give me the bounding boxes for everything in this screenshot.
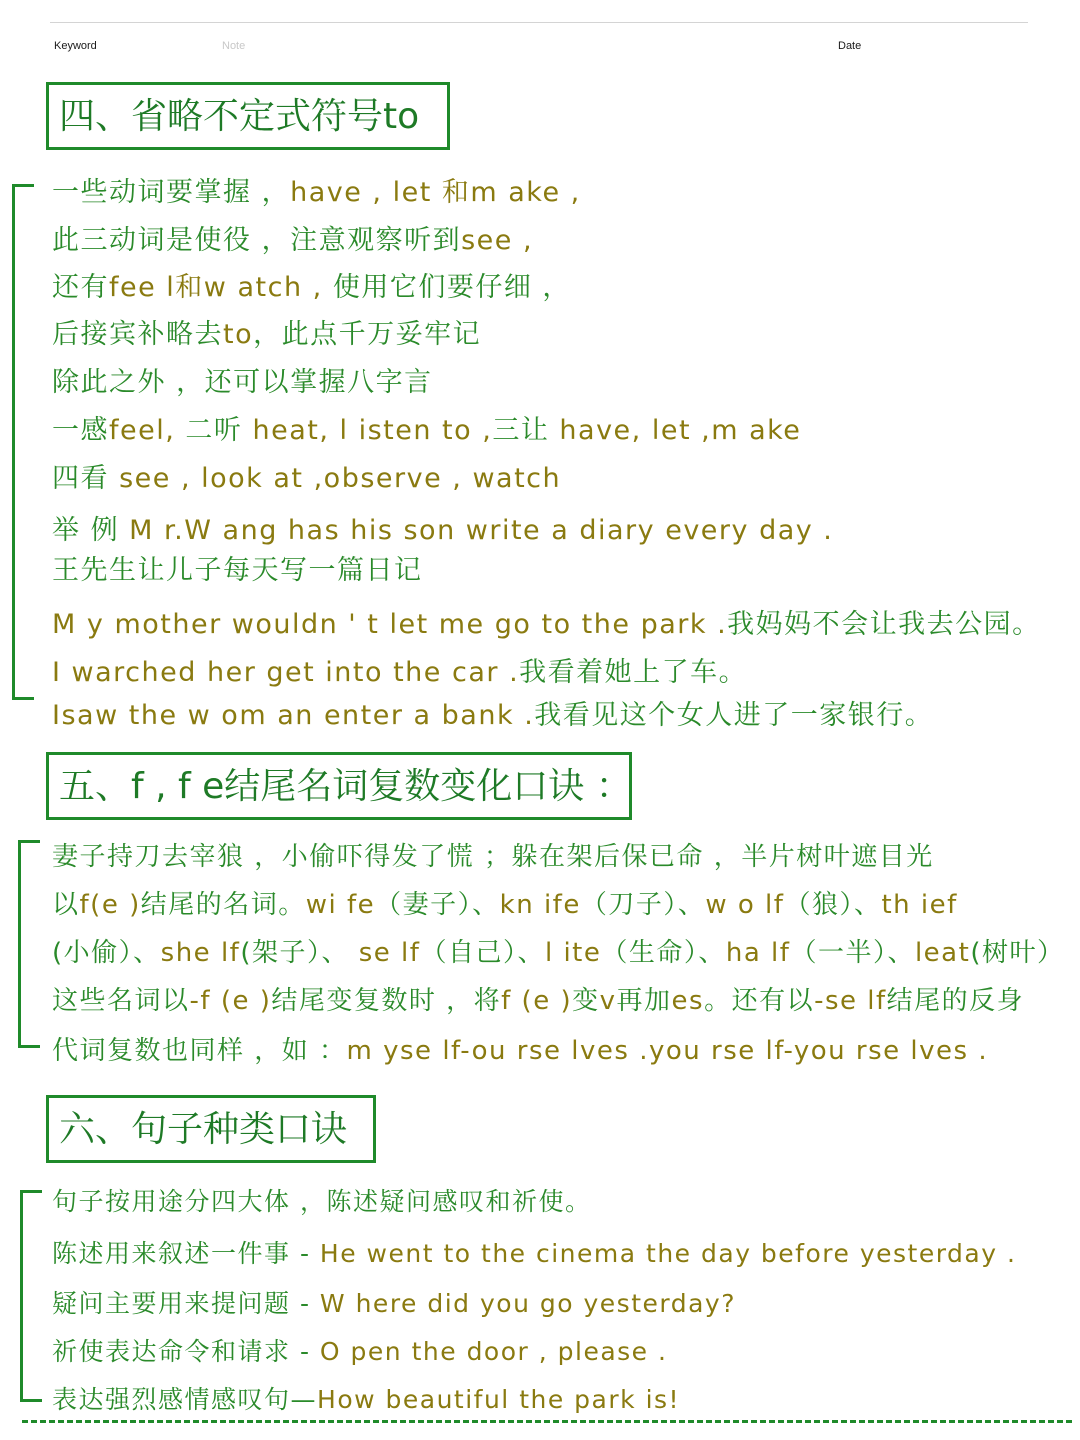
chinese-text: 一感 <box>52 415 109 446</box>
english-text: she lf <box>160 938 241 968</box>
section-5-line <box>52 980 1024 1017</box>
chinese-text: 此三动词是使役 ，注意观察听到 <box>52 225 462 256</box>
english-text: -se lf <box>814 986 887 1016</box>
english-text: He went to the cinema the day before yesterday . <box>319 1239 1017 1268</box>
section-4-line <box>52 408 801 447</box>
chinese-text: 。还有以 <box>704 986 815 1016</box>
english-text: -f (e ) <box>189 986 272 1016</box>
chinese-text: 代词复数也同样 ，如 ： <box>52 1036 347 1066</box>
section-4-line <box>52 602 1041 641</box>
section-5-line <box>52 836 934 873</box>
english-text: ha lf <box>725 938 791 968</box>
chinese-text: （生命）、 <box>601 938 726 968</box>
english-text: es <box>671 986 705 1016</box>
english-text: I warched her get into the car . <box>52 657 520 688</box>
chinese-text: 祈使表达命令和请求 - <box>52 1337 320 1366</box>
english-text: l ite <box>544 938 602 968</box>
english-text: see , <box>461 225 534 256</box>
english-text: M y mother wouldn ' t let me go to the park . <box>52 609 728 640</box>
english-text: w o lf <box>705 890 785 920</box>
chinese-text: 二听 <box>175 415 253 446</box>
chinese-text: 结尾的反身 <box>886 986 1025 1016</box>
english-text: m yse lf-ou rse lves .you rse lf-you rse lves . <box>346 1036 989 1066</box>
english-text: fee l和w atch , <box>109 272 323 303</box>
section-4-line <box>52 456 561 495</box>
section-4-line <box>52 218 533 257</box>
chinese-text: 再加 <box>616 986 672 1016</box>
chinese-text: (小偷）、 <box>52 938 161 968</box>
english-text: se lf <box>358 938 421 968</box>
section-4-line <box>52 548 423 587</box>
chinese-text: 三让 <box>492 415 560 446</box>
english-text: How beautiful the park is! <box>317 1385 681 1414</box>
chinese-text: 还有 <box>52 272 109 303</box>
chinese-text: 以 <box>52 890 80 920</box>
english-text: leat <box>914 938 971 968</box>
chinese-text: 妻子持刀去宰狼 ，小偷吓得发了慌 ；躲在架后保已命 ，半片树叶遮目光 <box>52 842 934 872</box>
english-text: wi fe <box>305 890 376 920</box>
section-4-title: 四、省略不定式符号to <box>46 82 450 150</box>
chinese-text: 后接宾补略去 <box>52 319 223 350</box>
english-text: f (e ) <box>501 986 573 1016</box>
english-text: v <box>599 986 617 1016</box>
section-5-line <box>52 1030 988 1067</box>
chinese-text: 变 <box>572 986 600 1016</box>
section-5-line <box>52 884 958 921</box>
top-rule <box>50 22 1028 23</box>
section-6-line <box>52 1380 680 1416</box>
chinese-text: （妻子）、 <box>375 890 500 920</box>
section-4-line <box>52 693 933 732</box>
english-text: heat, l isten to , <box>252 415 493 446</box>
chinese-text: 举 例 <box>52 515 130 546</box>
chinese-text: (树叶） <box>970 938 1065 968</box>
section-6-bracket <box>20 1190 42 1402</box>
english-text: feel, <box>109 415 176 446</box>
section-4-line <box>52 312 481 351</box>
chinese-text: 结尾的名词。 <box>140 890 306 920</box>
english-text: W here did you go yesterday? <box>319 1289 736 1318</box>
section-4-bracket <box>12 184 34 700</box>
section-6-line <box>52 1234 1016 1270</box>
section-4-line <box>52 360 433 399</box>
chinese-text: （刀子）、 <box>580 890 706 920</box>
chinese-text: 疑问主要用来提问题 - <box>52 1289 320 1318</box>
chinese-text: (架子）、 <box>240 938 359 968</box>
section-4-line <box>52 650 747 689</box>
section-4-line <box>52 170 581 209</box>
english-text: M r.W ang has his son write a diary every day . <box>129 515 834 546</box>
chinese-text: 四看 <box>52 463 120 494</box>
section-5-bracket <box>18 840 40 1048</box>
chinese-text: 我妈妈不会让我去公园。 <box>727 609 1041 640</box>
chinese-text: 一些动词要掌握 ， <box>52 177 291 208</box>
chinese-text: ，此点千万妥牢记 <box>253 319 482 350</box>
english-text: O pen the door , please . <box>319 1337 668 1366</box>
section-6-title: 六、句子种类口诀 <box>46 1095 376 1163</box>
chinese-text: 结尾变复数时 ，将 <box>271 986 502 1016</box>
english-text: have , let 和m ake , <box>290 177 581 208</box>
chinese-text: 除此之外 ，还可以掌握八字言 <box>52 367 433 398</box>
section-6-line <box>52 1182 591 1218</box>
chinese-text: 我看着她上了车。 <box>519 657 748 688</box>
chinese-text: 使用它们要仔细 ， <box>322 272 571 303</box>
note-label: Note <box>222 40 246 52</box>
section-6-line <box>52 1332 667 1368</box>
chinese-text: 陈述用来叙述一件事 - <box>52 1239 320 1268</box>
chinese-text: （一半）、 <box>790 938 915 968</box>
chinese-text: 句子按用途分四大体 ，陈述疑问感叹和祈使。 <box>52 1187 592 1216</box>
chinese-text: 王先生让儿子每天写一篇日记 <box>52 555 423 586</box>
section-4-line <box>52 508 833 547</box>
chinese-text: 这些名词以 <box>52 986 190 1016</box>
english-text: have, let ,m ake <box>559 415 802 446</box>
english-text: th ief <box>881 890 958 920</box>
chinese-text: （自己）、 <box>420 938 545 968</box>
section-4-line <box>52 265 571 304</box>
chinese-text: 我看见这个女人进了一家银行。 <box>534 700 934 731</box>
section-6-line <box>52 1284 736 1320</box>
english-text: Isaw the w om an enter a bank . <box>52 700 535 731</box>
date-label: Date <box>838 40 862 52</box>
english-text: f(e ) <box>79 890 141 920</box>
english-text: kn ife <box>499 890 581 920</box>
chinese-text: （狼）、 <box>784 890 882 920</box>
section-5-title: 五、f , f e结尾名词复数变化口诀 ： <box>46 752 632 820</box>
chinese-text: 表达强烈感情感叹句— <box>52 1385 318 1414</box>
keyword-label: Keyword <box>54 40 97 52</box>
bottom-dashed-rule <box>22 1420 1072 1423</box>
english-text: see , look at ,observe , watch <box>119 463 562 494</box>
english-text: to <box>223 319 254 350</box>
section-5-line <box>52 932 1064 969</box>
